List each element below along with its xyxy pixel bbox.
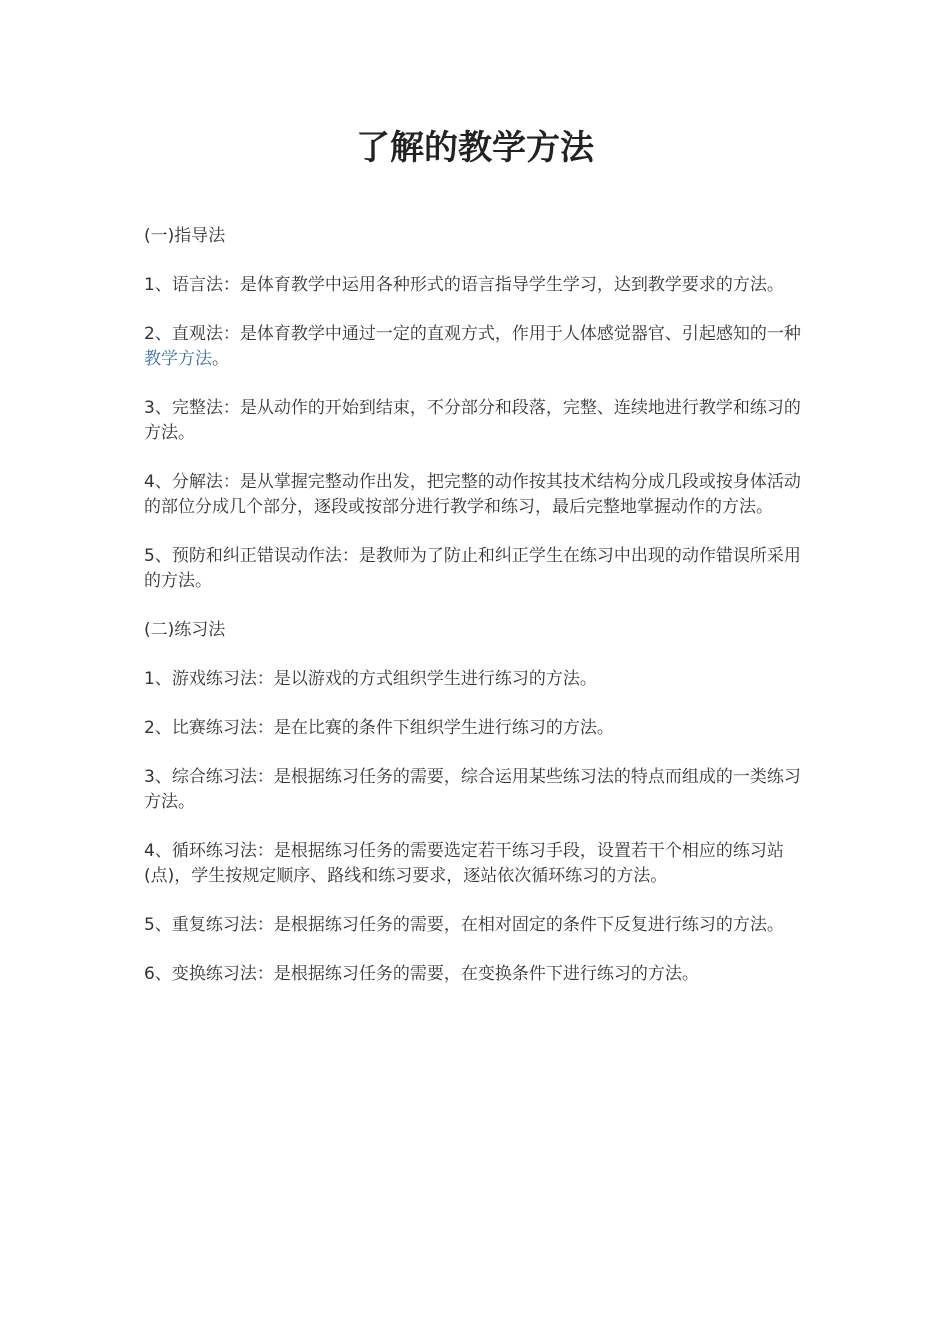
document-body [144, 224, 812, 1011]
section-heading-guidance: (一)指导法 [144, 226, 226, 246]
list-item-text: 2、直观法：是体育教学中通过一定的直观方式，作用于人体感觉器官、引起感知的一种 [144, 324, 801, 344]
document-title: 了解的教学方法 [356, 128, 594, 168]
list-item: 6、变换练习法：是根据练习任务的需要，在变换条件下进行练习的方法。 [144, 964, 699, 984]
list-item: 5、预防和纠正错误动作法：是教师为了防止和纠正学生在练习中出现的动作错误所采用的方法。 [144, 546, 801, 591]
list-item: 3、完整法：是从动作的开始到结束，不分部分和段落，完整、连续地进行教学和练习的方法。 [144, 398, 801, 443]
teaching-method-link[interactable]: 教学方法 [144, 349, 212, 369]
list-item: 2、比赛练习法：是在比赛的条件下组织学生进行练习的方法。 [144, 718, 614, 738]
list-item: 4、分解法：是从掌握完整动作出发，把完整的动作按其技术结构分成几段或按身体活动的部位分成几个部分，逐段或按部分进行教学和练习，最后完整地掌握动作的方法。 [144, 472, 801, 517]
list-item: 4、循环练习法：是根据练习任务的需要选定若干练习手段，设置若干个相应的练习站(点)，学生按规定顺序、路线和练习要求，逐站依次循环练习的方法。 [144, 841, 784, 886]
list-item: 1、游戏练习法：是以游戏的方式组织学生进行练习的方法。 [144, 669, 597, 689]
list-item [144, 322, 812, 372]
list-item: 3、综合练习法：是根据练习任务的需要，综合运用某些练习法的特点而组成的一类练习方法。 [144, 767, 801, 812]
list-item: 1、语言法：是体育教学中运用各种形式的语言指导学生学习，达到教学要求的方法。 [144, 275, 784, 295]
list-item-text-end: 。 [212, 349, 229, 369]
list-item: 5、重复练习法：是根据练习任务的需要，在相对固定的条件下反复进行练习的方法。 [144, 915, 784, 935]
section-heading-practice: (二)练习法 [144, 620, 226, 640]
